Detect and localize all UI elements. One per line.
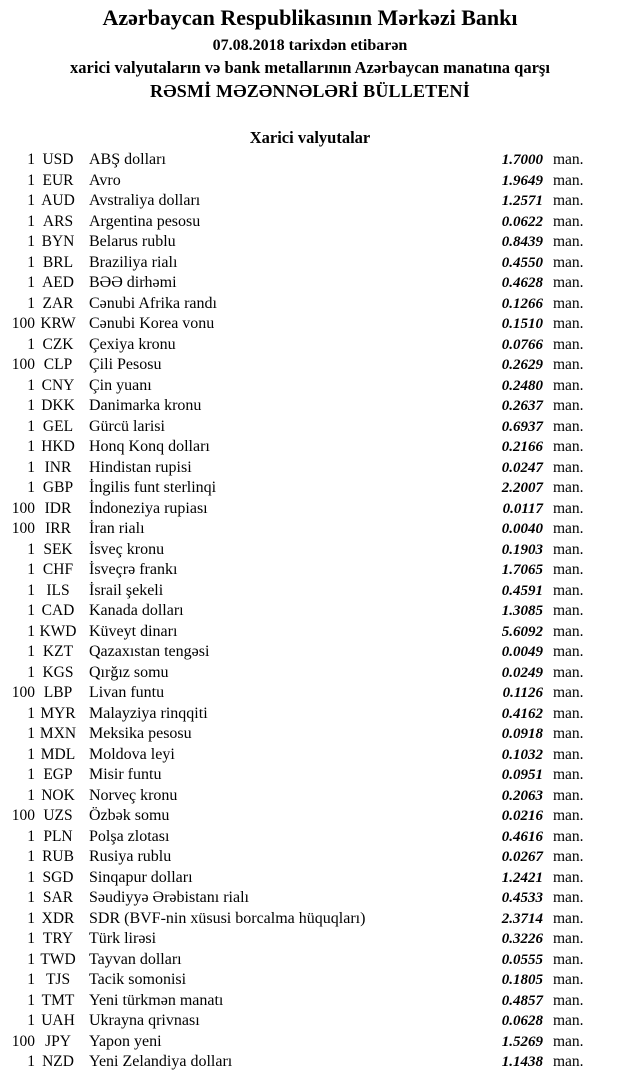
- currency-row: [0, 294, 620, 315]
- unit-label: man.: [553, 233, 584, 250]
- currency-row: [0, 499, 620, 520]
- exchange-rate: 0.1266: [501, 295, 543, 312]
- unit-label: man.: [553, 663, 584, 681]
- currency-code: HKD: [41, 438, 75, 455]
- currency-row: [0, 1011, 620, 1032]
- currency-quantity: 100: [11, 807, 35, 824]
- exchange-rate: 0.1032: [501, 746, 543, 763]
- currency-quantity: 100: [11, 499, 35, 517]
- exchange-rate: 0.4616: [501, 828, 543, 845]
- bulletin-title: RƏSMİ MƏZƏNNƏLƏRİ BÜLLETENİ: [150, 81, 470, 101]
- currency-name: SDR (BVF-nin xüsusi borcalma hüquqları): [89, 909, 366, 927]
- exchange-rate: 0.4591: [501, 582, 543, 599]
- unit-label: man.: [553, 786, 584, 804]
- currency-row: [0, 437, 620, 458]
- currency-name: Hindistan rupisi: [89, 458, 192, 476]
- currency-code: TJS: [45, 971, 71, 988]
- currency-quantity: 1: [27, 233, 35, 250]
- exchange-rate: 0.3226: [501, 931, 543, 947]
- currency-row: [0, 540, 620, 561]
- unit-label: man.: [553, 458, 584, 476]
- currency-name: Yeni türkmən manatı: [89, 991, 224, 1009]
- currency-name: Yeni Zelandiya dolları: [89, 1053, 233, 1070]
- currency-code: ARS: [42, 212, 74, 230]
- currency-quantity: 1: [27, 909, 35, 927]
- currency-name: Özbək somu: [89, 807, 170, 824]
- currency-row: [0, 950, 620, 971]
- currency-name: ABŞ dolları: [89, 151, 166, 168]
- unit-label: man.: [553, 520, 584, 537]
- currency-row: [0, 991, 620, 1012]
- currency-code: CZK: [42, 335, 74, 353]
- exchange-rate: 0.0040: [501, 521, 543, 537]
- currency-name: İsrail şekeli: [89, 581, 164, 599]
- currency-quantity: 1: [27, 827, 35, 845]
- exchange-rate: 0.0628: [501, 1013, 543, 1029]
- currency-name: Belarus rublu: [89, 233, 176, 250]
- currency-row: [0, 663, 620, 684]
- unit-label: man.: [553, 1032, 584, 1050]
- currency-name: Ukrayna qrivnası: [89, 1012, 200, 1029]
- currency-quantity: 100: [11, 356, 35, 373]
- currency-quantity: 1: [27, 417, 35, 435]
- currency-name: Avro: [89, 171, 121, 189]
- currency-code: DKK: [41, 397, 75, 414]
- currency-row: [0, 478, 620, 499]
- currency-name: İsveç kronu: [89, 540, 165, 558]
- exchange-rate: 0.4550: [501, 254, 543, 271]
- currency-row: [0, 150, 620, 171]
- currency-row: [0, 745, 620, 766]
- unit-label: man.: [553, 745, 584, 763]
- unit-label: man.: [553, 704, 584, 722]
- bulletin-page: [0, 5, 620, 1078]
- exchange-rate: 0.8439: [501, 234, 543, 250]
- currency-code: GBP: [42, 479, 74, 496]
- currency-quantity: 1: [27, 930, 35, 947]
- currency-quantity: 1: [27, 786, 35, 804]
- unit-label: man.: [553, 581, 584, 599]
- exchange-rate: 0.2629: [501, 357, 543, 373]
- currency-code: IRR: [45, 520, 71, 537]
- currency-code: LBP: [43, 684, 73, 701]
- currency-row: [0, 191, 620, 212]
- currency-quantity: 100: [11, 520, 35, 537]
- currency-name: Cənubi Afrika randı: [89, 294, 217, 312]
- currency-code: ILS: [46, 581, 70, 599]
- currency-quantity: 1: [27, 294, 35, 312]
- currency-quantity: 1: [27, 766, 35, 783]
- unit-label: man.: [553, 1012, 584, 1029]
- unit-label: man.: [553, 622, 584, 640]
- unit-label: man.: [553, 561, 584, 578]
- currency-code: CAD: [41, 602, 75, 619]
- currency-code: NZD: [42, 1053, 74, 1070]
- currency-quantity: 1: [27, 376, 35, 394]
- currency-name: Tacik somonisi: [89, 971, 187, 988]
- exchange-rate: 1.9649: [501, 172, 543, 189]
- exchange-rate: 0.0622: [501, 213, 543, 230]
- currency-name: Argentina pesosu: [89, 212, 201, 230]
- currency-code: ZAR: [42, 294, 74, 312]
- exchange-rate: 5.6092: [501, 623, 543, 640]
- currency-code: CHF: [42, 561, 74, 578]
- exchange-rate: 0.0951: [501, 767, 543, 783]
- unit-label: man.: [553, 991, 584, 1009]
- unit-label: man.: [553, 315, 584, 332]
- currency-row: [0, 171, 620, 192]
- currency-name: Polşa zlotası: [89, 827, 170, 845]
- currency-code: MYR: [40, 704, 76, 722]
- subtitle-line: xarici valyutaların və bank metallarının Azərbaycan manatına qarşı: [70, 58, 550, 77]
- currency-code: EGP: [43, 766, 73, 783]
- currency-quantity: 1: [27, 561, 35, 578]
- currency-quantity: 1: [27, 889, 35, 906]
- exchange-rate: 0.0249: [501, 664, 543, 681]
- unit-label: man.: [553, 1053, 584, 1070]
- currency-quantity: 1: [27, 171, 35, 189]
- currency-code: TMT: [41, 991, 75, 1009]
- currency-name: Moldova leyi: [89, 745, 175, 763]
- currency-name: Səudiyyə Ərəbistanı rialı: [89, 889, 249, 906]
- currency-row: [0, 704, 620, 725]
- currency-row: [0, 212, 620, 233]
- currency-quantity: 1: [27, 540, 35, 558]
- exchange-rate: 1.7000: [501, 152, 543, 168]
- currency-quantity: 100: [11, 1032, 35, 1050]
- unit-label: man.: [553, 766, 584, 783]
- currency-code: UAH: [41, 1012, 75, 1029]
- currency-quantity: 1: [27, 704, 35, 722]
- currency-row: [0, 827, 620, 848]
- currency-row: [0, 601, 620, 622]
- currency-code: SEK: [43, 540, 73, 558]
- currency-name: İndoneziya rupiası: [89, 499, 208, 517]
- currency-name: Yapon yeni: [89, 1032, 162, 1050]
- unit-label: man.: [553, 950, 584, 968]
- currency-quantity: 1: [27, 725, 35, 742]
- currency-quantity: 1: [27, 1053, 35, 1070]
- currency-name: Çin yuanı: [89, 376, 152, 394]
- bulletin-header: [0, 5, 620, 102]
- unit-label: man.: [553, 417, 584, 435]
- currency-name: Misir funtu: [89, 766, 162, 783]
- unit-label: man.: [553, 294, 584, 312]
- unit-label: man.: [553, 499, 584, 517]
- currency-row: [0, 888, 620, 909]
- currency-row: [0, 417, 620, 438]
- currency-name: Cənubi Korea vonu: [89, 315, 215, 332]
- currency-row: [0, 376, 620, 397]
- currency-row: [0, 929, 620, 950]
- currency-code: USD: [42, 151, 74, 168]
- currency-row: [0, 765, 620, 786]
- currency-quantity: 1: [27, 151, 35, 168]
- exchange-rate: 0.0216: [501, 808, 543, 824]
- currency-row: [0, 355, 620, 376]
- unit-label: man.: [553, 253, 584, 271]
- currency-name: Livan funtu: [89, 684, 165, 701]
- exchange-rate: 0.0247: [501, 459, 543, 476]
- currency-row: [0, 806, 620, 827]
- exchange-rate: 1.2571: [501, 193, 543, 209]
- unit-label: man.: [553, 479, 584, 496]
- currency-name: Norveç kronu: [89, 786, 178, 804]
- currency-quantity: 1: [27, 971, 35, 988]
- currency-name: Sinqapur dolları: [89, 868, 193, 886]
- currency-code: KGS: [42, 663, 74, 681]
- currency-row: [0, 273, 620, 294]
- unit-label: man.: [553, 889, 584, 906]
- currency-code: BRL: [42, 253, 74, 271]
- currency-quantity: 1: [27, 253, 35, 271]
- currency-code: EUR: [42, 171, 74, 189]
- unit-label: man.: [553, 151, 584, 168]
- currency-row: [0, 232, 620, 253]
- currency-code: NOK: [41, 786, 75, 804]
- currency-name: Honq Konq dolları: [89, 438, 210, 455]
- unit-label: man.: [553, 684, 584, 701]
- currency-code: CLP: [43, 356, 73, 373]
- unit-label: man.: [553, 274, 584, 291]
- currency-row: [0, 970, 620, 991]
- currency-quantity: 1: [27, 335, 35, 353]
- currency-row: [0, 642, 620, 663]
- exchange-rate: 1.5269: [501, 1033, 543, 1050]
- currency-code: AUD: [41, 192, 75, 209]
- currency-name: Tayvan dolları: [89, 950, 182, 968]
- currency-quantity: 1: [27, 848, 35, 865]
- exchange-rate: 0.0049: [501, 644, 543, 660]
- currency-quantity: 1: [27, 663, 35, 681]
- currency-row: [0, 560, 620, 581]
- exchange-rate: 0.0117: [502, 500, 543, 517]
- unit-label: man.: [553, 827, 584, 845]
- currency-quantity: 1: [27, 438, 35, 455]
- currency-code: PLN: [43, 827, 73, 845]
- currency-code: MDL: [40, 745, 76, 763]
- unit-label: man.: [553, 192, 584, 209]
- currency-name: Rusiya rublu: [89, 848, 172, 865]
- unit-label: man.: [553, 643, 584, 660]
- exchange-rate: 0.0555: [501, 951, 543, 968]
- unit-label: man.: [553, 335, 584, 353]
- currency-code: INR: [44, 458, 72, 476]
- unit-label: man.: [553, 848, 584, 865]
- exchange-rate: 0.1510: [501, 316, 543, 332]
- currency-row: [0, 1052, 620, 1073]
- currency-name: Çexiya kronu: [89, 335, 176, 353]
- exchange-rate: 0.4857: [501, 992, 543, 1009]
- currency-quantity: 1: [27, 581, 35, 599]
- unit-label: man.: [553, 397, 584, 414]
- currency-row: [0, 909, 620, 930]
- currency-code: TRY: [42, 930, 74, 947]
- unit-label: man.: [553, 909, 584, 927]
- currency-name: Çili Pesosu: [89, 356, 162, 373]
- exchange-rate: 2.2007: [501, 480, 543, 496]
- currency-code: KZT: [42, 643, 74, 660]
- currency-row: [0, 622, 620, 643]
- currency-name: Türk lirəsi: [89, 930, 157, 947]
- currency-name: Qırğız somu: [89, 663, 169, 681]
- currency-quantity: 1: [27, 479, 35, 496]
- currency-code: AED: [42, 274, 74, 291]
- currency-quantity: 1: [27, 950, 35, 968]
- currency-name: Avstraliya dolları: [89, 192, 201, 209]
- currency-quantity: 1: [27, 991, 35, 1009]
- unit-label: man.: [553, 171, 584, 189]
- currency-code: KWD: [39, 622, 77, 640]
- unit-label: man.: [553, 868, 584, 886]
- unit-label: man.: [553, 971, 584, 988]
- exchange-rate: 0.4162: [501, 705, 543, 722]
- currency-code: MXN: [39, 725, 77, 742]
- currency-row: [0, 396, 620, 417]
- exchange-rate: 0.4628: [501, 275, 543, 291]
- currency-code: CNY: [41, 376, 75, 394]
- currency-row: [0, 847, 620, 868]
- unit-label: man.: [553, 376, 584, 394]
- exchange-rate: 0.0766: [501, 336, 543, 353]
- currency-row: [0, 868, 620, 889]
- currency-code: JPY: [45, 1032, 71, 1050]
- currency-name: Kanada dolları: [89, 602, 184, 619]
- exchange-rate: 1.3085: [501, 603, 543, 619]
- currency-row: [0, 724, 620, 745]
- currency-quantity: 1: [27, 212, 35, 230]
- currency-row: [0, 786, 620, 807]
- currency-quantity: 1: [27, 192, 35, 209]
- exchange-rate: 1.7065: [501, 562, 543, 578]
- unit-label: man.: [553, 602, 584, 619]
- exchange-rate: 0.2063: [501, 787, 543, 804]
- exchange-rate: 0.1126: [502, 685, 543, 701]
- currency-code: GEL: [42, 417, 74, 435]
- currency-quantity: 1: [27, 745, 35, 763]
- unit-label: man.: [553, 540, 584, 558]
- unit-label: man.: [553, 725, 584, 742]
- currency-code: UZS: [43, 807, 73, 824]
- currency-row: [0, 519, 620, 540]
- currency-row: [0, 458, 620, 479]
- currency-code: SGD: [42, 868, 74, 886]
- currency-name: Braziliya rialı: [89, 253, 178, 271]
- exchange-rate: 1.1438: [501, 1054, 543, 1070]
- currency-quantity: 1: [27, 643, 35, 660]
- currency-quantity: 1: [27, 274, 35, 291]
- currency-name: Qazaxıstan tengəsi: [89, 643, 210, 660]
- exchange-rate: 0.0267: [501, 849, 543, 865]
- exchange-rate: 0.0918: [501, 726, 543, 742]
- currency-row: [0, 1032, 620, 1053]
- currency-name: Meksika pesosu: [89, 725, 192, 742]
- currency-name: Malayziya rinqqiti: [89, 704, 208, 722]
- currency-row: [0, 683, 620, 704]
- unit-label: man.: [553, 356, 584, 373]
- exchange-rate: 1.2421: [501, 869, 543, 886]
- currency-rates-table: [0, 150, 620, 1073]
- currency-name: İngilis funt sterlinqi: [89, 479, 217, 496]
- currency-quantity: 1: [27, 868, 35, 886]
- exchange-rate: 0.2480: [501, 377, 543, 394]
- currency-name: BƏƏ dirhəmi: [89, 274, 177, 291]
- currency-quantity: 100: [11, 315, 35, 332]
- unit-label: man.: [553, 438, 584, 455]
- currency-quantity: 1: [27, 1012, 35, 1029]
- currency-quantity: 1: [27, 602, 35, 619]
- exchange-rate: 0.1805: [501, 972, 543, 988]
- section-title-foreign-currencies: Xarici valyutalar: [249, 128, 371, 147]
- currency-name: İsveçrə frankı: [89, 561, 178, 578]
- exchange-rate: 0.2637: [501, 398, 543, 414]
- currency-quantity: 1: [27, 622, 35, 640]
- currency-quantity: 100: [11, 684, 35, 701]
- currency-code: XDR: [41, 909, 75, 927]
- currency-name: Danimarka kronu: [89, 397, 202, 414]
- currency-name: Küveyt dinarı: [89, 622, 178, 640]
- currency-row: [0, 253, 620, 274]
- currency-quantity: 1: [27, 458, 35, 476]
- currency-code: SAR: [42, 889, 74, 906]
- currency-row: [0, 581, 620, 602]
- unit-label: man.: [553, 807, 584, 824]
- currency-row: [0, 335, 620, 356]
- currency-code: KRW: [40, 315, 76, 332]
- exchange-rate: 0.6937: [501, 418, 543, 435]
- currency-code: TWD: [40, 950, 76, 968]
- currency-name: Gürcü larisi: [89, 417, 165, 435]
- unit-label: man.: [553, 212, 584, 230]
- currency-name: İran rialı: [89, 520, 145, 537]
- exchange-rate: 0.4533: [501, 890, 543, 906]
- exchange-rate: 0.2166: [501, 439, 543, 455]
- bank-title: Azərbaycan Respublikasının Mərkəzi Bankı: [102, 5, 518, 30]
- currency-code: IDR: [44, 499, 72, 517]
- currency-code: BYN: [41, 233, 75, 250]
- exchange-rate: 0.1903: [501, 541, 543, 558]
- unit-label: man.: [553, 930, 584, 947]
- effective-date-line: 07.08.2018 tarixdən etibarən: [212, 37, 408, 54]
- currency-row: [0, 314, 620, 335]
- currency-quantity: 1: [27, 397, 35, 414]
- exchange-rate: 2.3714: [501, 910, 543, 927]
- currency-code: RUB: [42, 848, 74, 865]
